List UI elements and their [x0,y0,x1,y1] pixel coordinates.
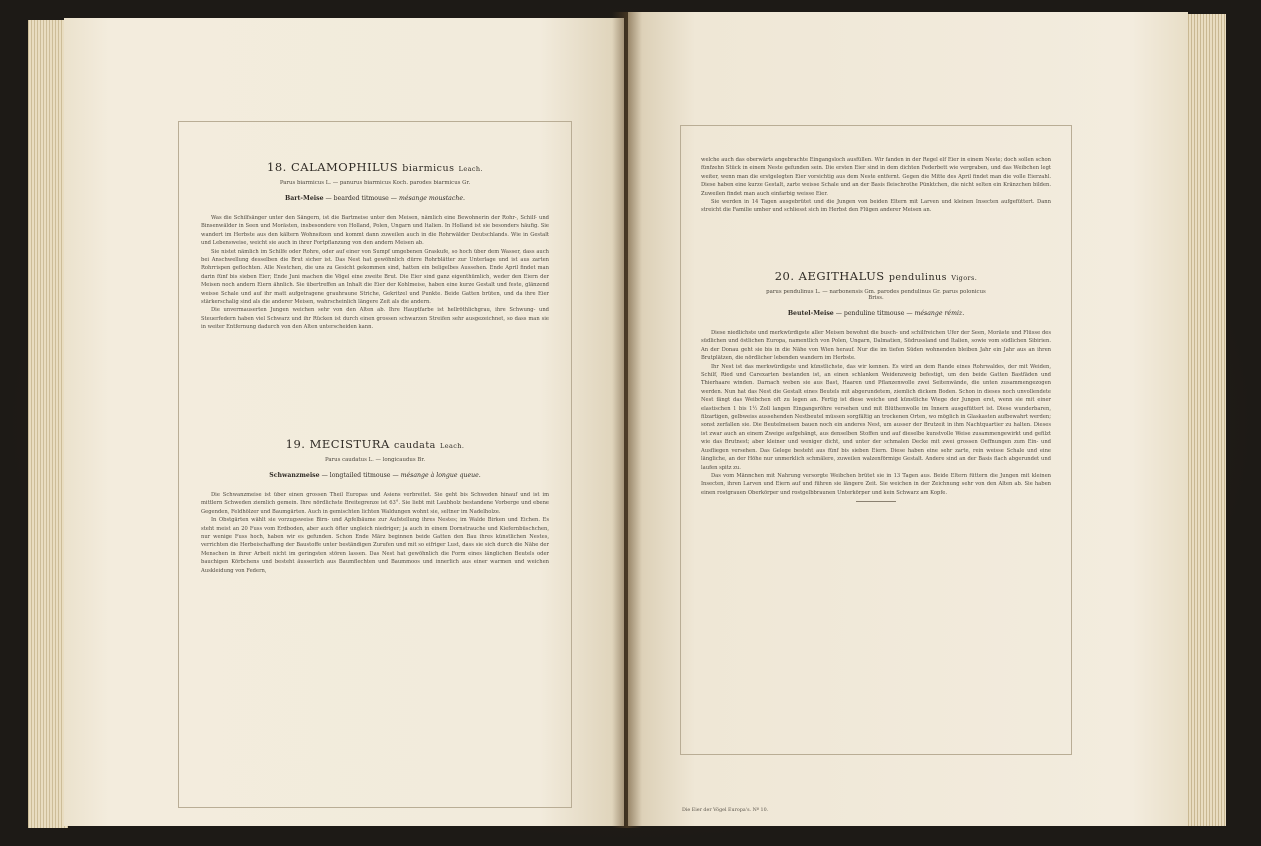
section-19-body [201,491,549,575]
paragraph: In Obstgärten wählt sie vorzugsweise Birn- und Apfelbäume zur Aufstellung ihres Nestes; im Walde Birken und Eichen. Es steht meist an 20 Fuss vom Erdboden, aber auch öfter ungleich niedriger; ja auch in einem Dornstrauche und Kiefernbüschchen, nur wenige Fuss hoch, haben wir es gefunden. Schon Ende März beginnen beide Gatten den Bau ihres künstlichen Nestes, verrichten die Herbeischaffung der Baustoffe unter beständigen Zurufen und mit so eifriger Lust, dass sie sich durch die Nähe der Menschen in ihrer Arbeit nicht im geringsten stören lassen. Das Nest hat gewöhnlich die Form eines länglichen Beutels oder bauchigen Körbchens und besteht äusserlich aus Baumflechten und Baummoos und innerlich aus einer warmen und weichen Auskleidung von Federn, [201,517,549,574]
paragraph: Was die Schilfsänger unter den Sängern, ist die Bartmeise unter den Meisen, nämlich eine Bewohnerin der Rohr-, Schilf- und Binsenwälder in Seen und Morästen, insbesondere von Holland, Polen, Ungarn und Italien. In Holland ist sie besonders häufig. Sie wandert im Herbste aus den kältern Wohnsitzen und kommt dann zuweilen auch in die Rohrwälder Deutschlands. Wie in Gestalt und Lebensweise, weicht sie auch in ihrer Fortpflanzung von den andern Meisen ab. [201,215,549,247]
french-name: mésange à longue queue. [400,472,481,479]
french-name: mésange rémiz. [914,310,965,317]
german-name: Beutel-Meise [787,310,834,317]
vernacular-names [201,472,549,479]
paragraph: Die Schwanzmeise ist über einen grossen Theil Europas und Asiens verbreitet. Sie geht bis Schweden hinauf und ist im mittlern Schweden ziemlich gemein. Ihre nördlichste Breitegrenze ist 63°. Sie liebt mit Laubholz bestandene Vorberge und ebene Gegenden, Feldhölzer und Baumgärten. Auch in gemischten lichten Waldungen wohnt sie, seltner im Nadelholze. [201,492,549,515]
left-text-frame [178,121,572,808]
paragraph: Die unvermauserten Jungen weichen sehr von den Alten ab. Ihre Hauptfarbe ist hellröthlichgrau, ihre Schwung- und Steuerfedern haben viel Schwarz und ihr Rücken ist durch einen grossen schwarzen Streifen sehr ausgezeichnet, so dass man sie in weiter Entfernung dadurch von den Alten unterscheiden kann. [201,307,549,331]
right-text-frame [680,125,1072,755]
section-20 [701,269,1051,502]
synonyms: parus pendulinus L. — narbonensis Gm. parodes pendulinus Gr. parus polonicus Briss. [766,289,986,301]
synonyms: Parus biarmicus L. — panurus biarmicus Koch. parodes biarmicus Gr. [279,180,471,186]
paragraph: Ihr Nest ist das merkwürdigste und künstlichste, das wir kennen. Es wird an dem Rande eines Rohrwaldes, der mit Weiden, Schilf, Ried und Carexarten bestanden ist, an einen schlanken Weidenzweig befestigt, um den beide Gatten Bastfäden und Thierhaare winden. Darnach weben sie aus Bast, Haaren und Pflanzenwolle zwei Seitenwände, die unten zusammengezogen werden. Nun hat das Nest die Gestalt eines Beutels mit abgerundetem, ziemlich dickem Boden. Schon in dieses noch unvollendete Nest fängt das Weibchen oft zu legen an. Fertig ist diese weiche und künstliche Wiege der Jungen erst, wenn sie mit einer elastischen 1 bis 1½ Zoll langen Eingangsröhre versehen und mit Blüthenwolle im Innern ausgefüttert ist. Diese wunderbaren, filzartigen, gelbweiss aussehenden Nestbeutel müssen sorgfältig an trockenen Orten, wo möglich in Glaskasten aufbewahrt werden; sonst zerfallen sie. Die Beutelmeisen bauen noch ein anderes Nest, um ausser der Brutzeit in ihm Nachtquartier zu halten. Dieses ist zwar auch an einem Zweige aufgehängt, aus denselben Stoffen und auf dieselbe kunstvolle Weise zusammengewirkt und gefilzt wie das Brutnest; aber kleiner und weniger dicht, und unter der schmalen Decke mit zwei grossen Oeffnungen zum Ein- und Ausfliegen versehen. Das Gelege besteht aus fünf bis sieben Eiern. Diese haben eine sehr zarte, rein weisse Schale und eine längliche, an der Höhe nur unmerklich schmälere, zuweilen walzenförmige Gestalt. Andere sind an der Basis flach abgerundet und laufen spitz zu. [701,363,1051,471]
vernacular-names [201,195,549,202]
section-18 [201,160,549,332]
section-19-heading [201,437,549,451]
genus-name: CALAMOPHILUS [290,160,399,174]
page-edges-left [28,20,68,828]
french-name: mésange moustache. [398,195,465,202]
german-name: Bart-Meise [285,195,324,202]
section-19-continued [701,156,1051,215]
section-number: 19. [285,437,306,451]
end-rule [856,501,896,502]
book-gutter [612,12,642,828]
paragraph: Sie nistet nämlich im Schilfe oder Rohre, oder auf einer von Sumpf umgebenen Graskufe, so hoch über dem Wasser, dass auch bei Anschwellung desselben die Brut sicher ist. Das Nest hat gewöhnlich dürre Rohrblätter zur Unterlage und ist aus zarten Rohrrispen geflochten. Alle Nestchen, die uns zu Gesicht gekommen sind, hatten ein beligelbes Aussehen. Ende April findet man darin fünf bis sieben Eier; Ende Juni machen die Vögel eine zweite Brut. Die Eier sind ganz eigenthümlich, weder den Eiern der Meisen noch andern Eiern ähnlich. Sie übertreffen an Inhalt die Eier der Kohlmeise, haben eine kurze Gestalt und feste, glänzend weisse Schale und auf ihr matt aufgetragene grauhraune Striche, Gekritzel und Punkte. Beide Gatten brüten, und da ihre Eier stärkerschalig sind als die anderer Meisen, wahrscheinlich längere Zeit als die andern. [201,248,549,306]
section-number: 20. [774,269,795,283]
vernacular-names [701,310,1051,317]
section-19 [201,437,549,575]
section-20-heading [701,269,1051,283]
author-name: Vigors. [951,274,978,282]
species-name: biarmicus [402,163,455,174]
section-18-body [201,214,549,332]
author-name: Leach. [439,442,465,450]
paragraph: Das vom Männchen mit Nahrung versorgte Weibchen brütet sie in 13 Tagen aus. Beide Eltern füttern die Jungen mit kleinen Insecten, ihren Larven und Eiern auf und führen sie längere Zeit. Sie weichen in der Zeichnung sehr von den Alten ab. Sie haben einen rostgrauen Oberkörper und rostgelbbraunen Unterkörper und kein Schwarz am Kopfe. [701,472,1051,496]
paragraph: Sie werden in 14 Tagen ausgebrütet und die Jungen von beiden Eltern mit Larven und kleinen Insecten aufgefüttert. Dann streicht die Familie umher und schliesst sich im Herbst den Flügen anderer Meisen an. [701,199,1051,214]
english-name: — penduline titmouse — [835,310,913,317]
german-name: Schwanzmeise [269,472,320,479]
paragraph: Diese niedlichste und merkwürdigste aller Meisen bewohnt die busch- und schilfreichen Ufer der Seen, Moräste und Flüsse des südlichen und östlichen Europa, namentlich von Polen, Ungarn, Dalmatien, Südrussland und Italien, sowie vom südlichen Sibirien. An der Donau geht sie bis in die Nähe von Wien herauf. Nur die im tiefen Süden wohnenden bleiben Jahr ein Jahr aus an ihren Brutplätzen, die nördlicher lebenden wandern im Herbste. [701,330,1051,362]
section-18-heading [201,160,549,174]
author-name: Leach. [458,165,483,173]
english-name: — bearded titmouse — [325,195,397,202]
genus-name: MECISTURA [309,437,390,451]
species-name: pendulinus [888,272,948,283]
section-number: 18. [267,160,287,174]
genus-name: AEGITHALUS [798,269,885,283]
synonyms: Parus caudatus L. — longicaudus Br. [324,457,426,463]
species-name: caudata [393,440,436,451]
english-name: — longtailed titmouse — [321,472,399,479]
section-20-body [701,329,1051,497]
page-footer: Die Eier der Vögel Europa's. Nº 10. [682,808,769,813]
paragraph: welche auch das oberwärts angebrachte Eingangsloch ausfüllen. Wir fanden in der Regel elf Eier in einem Neste; doch sollen schon fünfzehn Stück in einem Neste gefunden sein. Die ersten Eier sind in dem dichten Federbett wie vergraben, und das Weibchen legt weiter, wenn man die erstgelegten Eier vorsichtig aus dem Neste entfernt. Gegen die Mitte des April findet man die volle Eierzahl. Diese haben eine kurze Gestalt, zarte weisse Schale und an der Basis fleischrothe Pünktchen, die nicht selten ein Kränzchen bilden. Zuweilen findet man auch einfarbig weisse Eier. [701,157,1051,197]
